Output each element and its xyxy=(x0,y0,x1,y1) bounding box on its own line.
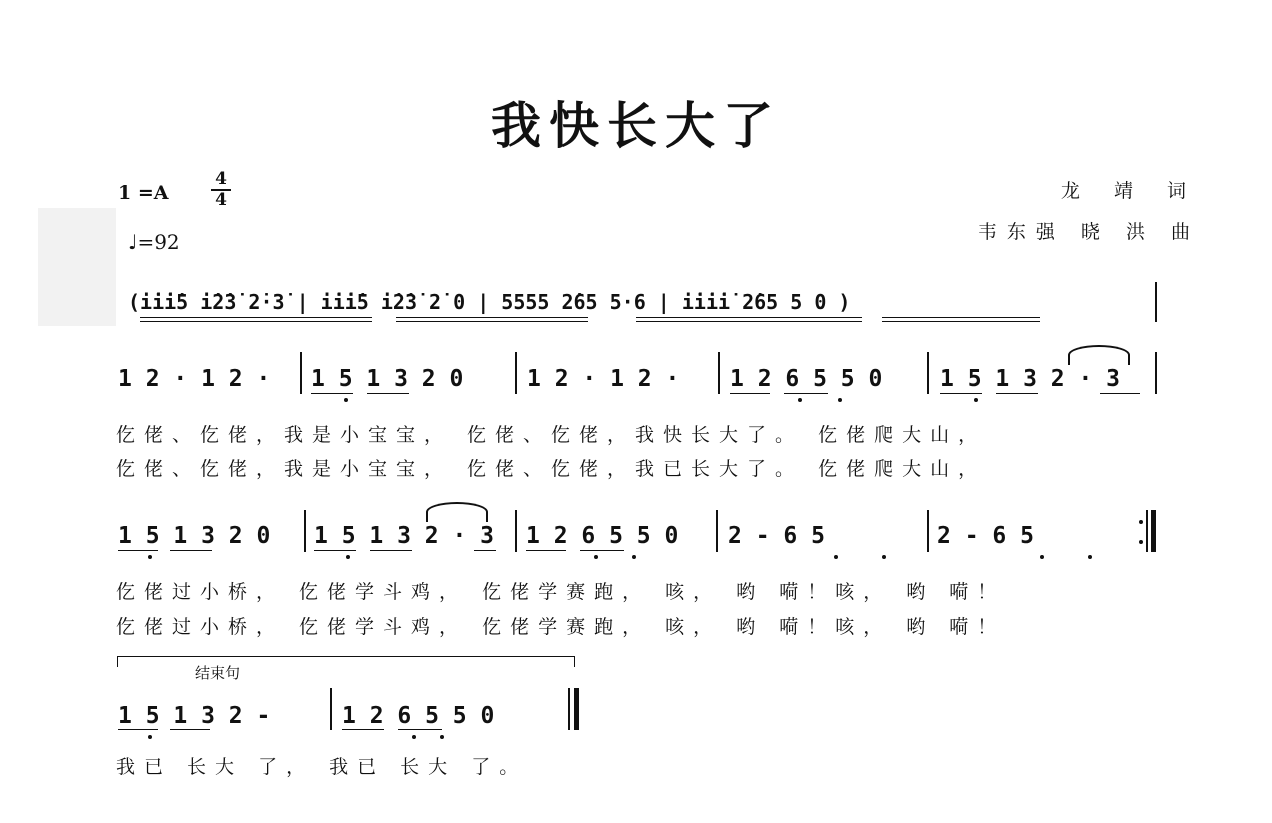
beam-line xyxy=(314,550,356,551)
repeat-dot xyxy=(1139,520,1143,524)
scan-shade xyxy=(38,208,116,326)
beam-line xyxy=(730,393,770,394)
ending-bracket xyxy=(117,656,575,667)
low-octave-dot xyxy=(148,735,152,739)
beam-line xyxy=(370,550,412,551)
barline xyxy=(568,688,570,730)
beam-line xyxy=(526,550,566,551)
barline xyxy=(304,510,306,552)
time-signature-top: 4 xyxy=(215,169,227,189)
time-signature-bottom: 4 xyxy=(215,190,227,210)
measure: 2 - 6 5 xyxy=(937,523,1034,549)
beam-line xyxy=(367,393,409,394)
beam-line xyxy=(140,321,372,322)
low-octave-dot xyxy=(594,555,598,559)
beam-line xyxy=(940,393,982,394)
measure: 1 5 1 3 2 - xyxy=(118,703,271,729)
final-barline xyxy=(574,688,579,730)
beam-line xyxy=(396,321,588,322)
lyric-verse-2: 仡佬过小桥， 仡佬学斗鸡， 仡佬学赛跑， 咳， 哟 嗬！咳， 哟 嗬！ xyxy=(116,616,1006,638)
barline xyxy=(300,352,302,394)
barline xyxy=(515,352,517,394)
final-barline xyxy=(1151,510,1156,552)
beam-line xyxy=(118,729,158,730)
tie-arc xyxy=(426,502,488,522)
beam-line xyxy=(882,321,1040,322)
low-octave-dot xyxy=(344,398,348,402)
time-signature xyxy=(211,171,231,209)
beam-line xyxy=(398,729,442,730)
barline xyxy=(515,510,517,552)
low-octave-dot xyxy=(632,555,636,559)
beam-line xyxy=(170,729,210,730)
composer-credit: 韦东强 晓 洪 曲 xyxy=(977,221,1200,243)
low-octave-dot xyxy=(834,555,838,559)
barline xyxy=(927,352,929,394)
measure: 1 2 6 5 5 0 xyxy=(730,366,883,392)
beam-line xyxy=(636,321,862,322)
measure: 1 5 1 3 2 0 xyxy=(311,366,464,392)
low-octave-dot xyxy=(974,398,978,402)
low-octave-dot xyxy=(148,555,152,559)
song-title: 我快长大了 xyxy=(491,96,781,155)
low-octave-dot xyxy=(412,735,416,739)
measure: 1 5 1 3 2 · 3 xyxy=(940,366,1121,392)
barline xyxy=(927,510,929,552)
barline xyxy=(716,510,718,552)
beam-line xyxy=(474,550,496,551)
lyric-verse-1: 仡佬、仡佬，我是小宝宝， 仡佬、仡佬，我快长大了。 仡佬爬大山， xyxy=(116,424,987,446)
low-octave-dot xyxy=(1088,555,1092,559)
beam-line xyxy=(882,317,1040,318)
low-octave-dot xyxy=(882,555,886,559)
beam-line xyxy=(311,393,353,394)
measure: 1 2 · 1 2 · xyxy=(527,366,680,392)
lyric-verse-1: 仡佬过小桥， 仡佬学斗鸡， 仡佬学赛跑， 咳， 哟 嗬！咳， 哟 嗬！ xyxy=(116,581,1006,603)
barline xyxy=(330,688,332,730)
low-octave-dot xyxy=(346,555,350,559)
beam-line xyxy=(784,393,828,394)
beam-line xyxy=(396,317,588,318)
beam-line xyxy=(580,550,624,551)
barline xyxy=(1155,282,1157,322)
beam-line xyxy=(170,550,212,551)
intro-notation: (i̇i̇i̇5 i̇2̇3̇ 2̇·3̇ | i̇i̇i̇5 i̇2̇3̇ 2̇ 0 | 5555 2̇65 5·6 | i̇i̇i̇i̇ 2̇65 5 0 ) xyxy=(128,290,851,314)
lyric-ending: 我已 长大 了， 我已 长大 了。 xyxy=(116,756,528,778)
barline xyxy=(1155,352,1157,394)
beam-line xyxy=(636,317,862,318)
tempo-marking xyxy=(128,230,180,254)
beam-line xyxy=(342,729,384,730)
measure: 1 5 1 3 2 0 xyxy=(118,523,271,549)
beam-line xyxy=(996,393,1038,394)
lyricist-credit: 龙 靖 词 xyxy=(1060,180,1200,202)
ending-label: 结束句 xyxy=(195,664,241,682)
low-octave-dot xyxy=(440,735,444,739)
beam-line xyxy=(140,317,372,318)
measure: 1 2 · 1 2 · xyxy=(118,366,271,392)
tie-arc xyxy=(1068,345,1130,365)
tempo-value: =92 xyxy=(137,230,180,254)
measure: 2 - 6 5 xyxy=(728,523,825,549)
measure: 1 2 6 5 5 0 xyxy=(526,523,679,549)
lyric-verse-2: 仡佬、仡佬，我是小宝宝， 仡佬、仡佬，我已长大了。 仡佬爬大山， xyxy=(116,458,987,480)
measure: 1 2 6 5 5 0 xyxy=(342,703,495,729)
key-signature: 1 =A xyxy=(118,182,169,204)
low-octave-dot xyxy=(798,398,802,402)
repeat-dot xyxy=(1139,540,1143,544)
beam-line xyxy=(1100,393,1140,394)
quarter-note-icon: ♩ xyxy=(128,230,138,254)
low-octave-dot xyxy=(838,398,842,402)
measure: 1 5 1 3 2 · 3 xyxy=(314,523,495,549)
low-octave-dot xyxy=(1040,555,1044,559)
barline xyxy=(1146,510,1148,552)
beam-line xyxy=(118,550,158,551)
barline xyxy=(718,352,720,394)
